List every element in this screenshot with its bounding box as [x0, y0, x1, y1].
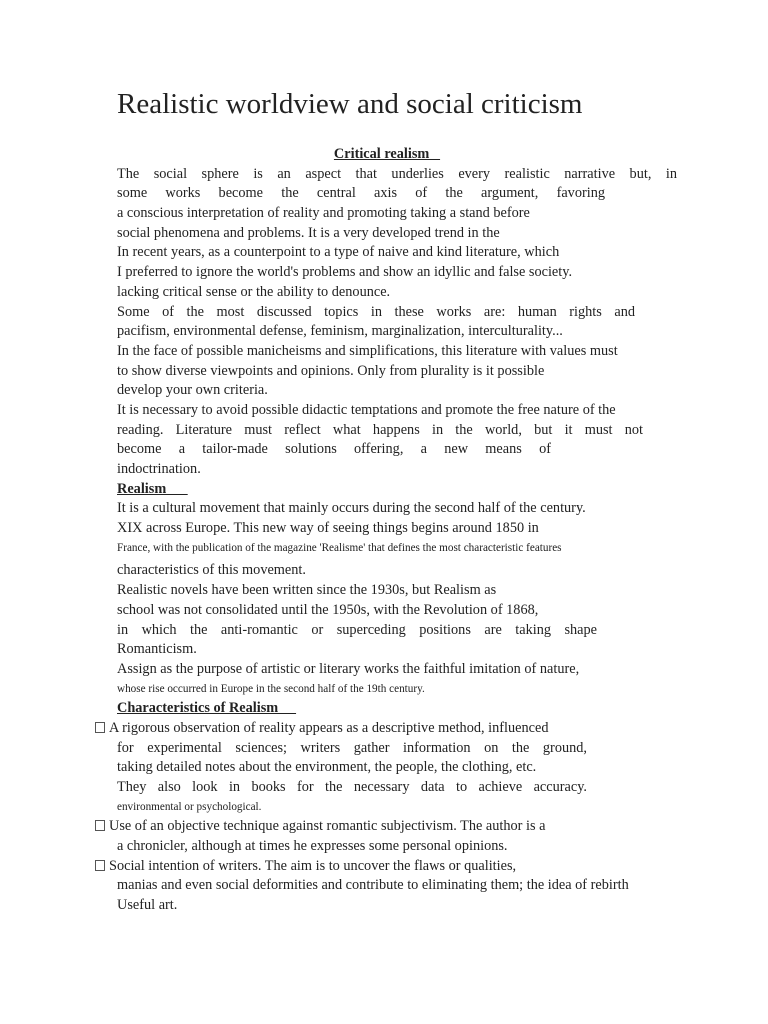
realism-heading: Realism: [117, 480, 188, 497]
paragraph-line: social phenomena and problems. It is a very developed trend in the: [117, 224, 500, 241]
paragraph-line: whose rise occurred in Europe in the second half of the 19th century.: [117, 682, 425, 695]
paragraph-line: It is necessary to avoid possible didactic temptations and promote the free nature of the: [117, 401, 616, 418]
paragraph-line: some works become the central axis of the argument, favoring: [117, 185, 605, 202]
bullet-box-icon: [95, 860, 105, 871]
bullet-box-icon: [95, 820, 105, 831]
paragraph-line: characteristics of this movement.: [117, 562, 306, 579]
paragraph-line: indoctrination.: [117, 461, 201, 477]
bullet-text: Use of an objective technique against romantic subjectivism. The author is a: [109, 818, 546, 835]
characteristics-heading: Characteristics of Realism: [117, 700, 297, 717]
bullet-text: They also look in books for the necessary data to achieve accuracy.: [117, 779, 587, 795]
paragraph-line: I preferred to ignore the world's problems and show an idyllic and false society.: [117, 264, 573, 281]
document-body: [109, 145, 677, 916]
bullet-text: manias and even social deformities and contribute to eliminating them; the idea of rebirth: [117, 877, 629, 894]
paragraph-line: Assign as the purpose of artistic or literary works the faithful imitation of nature,: [117, 660, 580, 677]
paragraph-line: Realistic novels have been written since the 1930s, but Realism as: [117, 582, 497, 599]
paragraph-line: a conscious interpretation of reality and promoting taking a stand before: [117, 205, 530, 222]
section-heading-characteristics: [117, 699, 677, 719]
section-heading-realism: [117, 480, 677, 500]
bullet-text: A rigorous observation of reality appears as a descriptive method, influenced: [109, 719, 549, 736]
bullet-item: [109, 719, 677, 817]
paragraph-line: XIX across Europe. This new way of seeing things begins around 1850 in: [117, 520, 539, 537]
bullet-box-icon: [95, 722, 105, 733]
paragraph-line: pacifism, environmental defense, feminism, marginalization, interculturality...: [117, 323, 563, 340]
section-heading-critical-realism: [117, 145, 677, 165]
paragraph-line: school was not consolidated until the 1950s, with the Revolution of 1868,: [117, 601, 539, 618]
bullet-text: Useful art.: [117, 897, 178, 914]
bullet-item: [109, 857, 677, 916]
bullet-item: [109, 817, 677, 856]
bullet-text: a chronicler, although at times he expresses some personal opinions.: [117, 838, 508, 855]
paragraph-line: become a tailor-made solutions offering, a new means of: [117, 441, 551, 458]
bullet-text: environmental or psychological.: [117, 800, 262, 813]
paragraph-line: Romanticism.: [117, 641, 197, 658]
page-title: Realistic worldview and social criticism: [117, 88, 583, 120]
paragraph-line: It is a cultural movement that mainly occurs during the second half of the century.: [117, 500, 586, 517]
bullet-text: for experimental sciences; writers gather information on the ground,: [117, 739, 587, 756]
paragraph-line: France, with the publication of the magazine 'Realisme' that defines the most characteristic features: [117, 541, 562, 554]
critical-realism-heading: Critical realism: [333, 146, 441, 162]
bullet-text: taking detailed notes about the environment, the people, the clothing, etc.: [117, 759, 537, 776]
paragraph-line: reading. Literature must reflect what happens in the world, but it must not: [117, 421, 643, 438]
paragraph-line: In the face of possible manicheisms and simplifications, this literature with values must: [117, 342, 618, 359]
paragraph-line: In recent years, as a counterpoint to a type of naive and kind literature, which: [117, 244, 560, 261]
paragraph-line: The social sphere is an aspect that underlies every realistic narrative but, in: [117, 165, 677, 182]
paragraph-line: to show diverse viewpoints and opinions. Only from plurality is it possible: [117, 362, 545, 379]
paragraph-line: Some of the most discussed topics in these works are: human rights and: [117, 303, 635, 320]
paragraph-line: develop your own criteria.: [117, 382, 268, 399]
paragraph-line: in which the anti-romantic or superceding positions are taking shape: [117, 621, 597, 638]
paragraph-line: lacking critical sense or the ability to denounce.: [117, 283, 391, 300]
bullet-text: Social intention of writers. The aim is to uncover the flaws or qualities,: [109, 857, 517, 874]
